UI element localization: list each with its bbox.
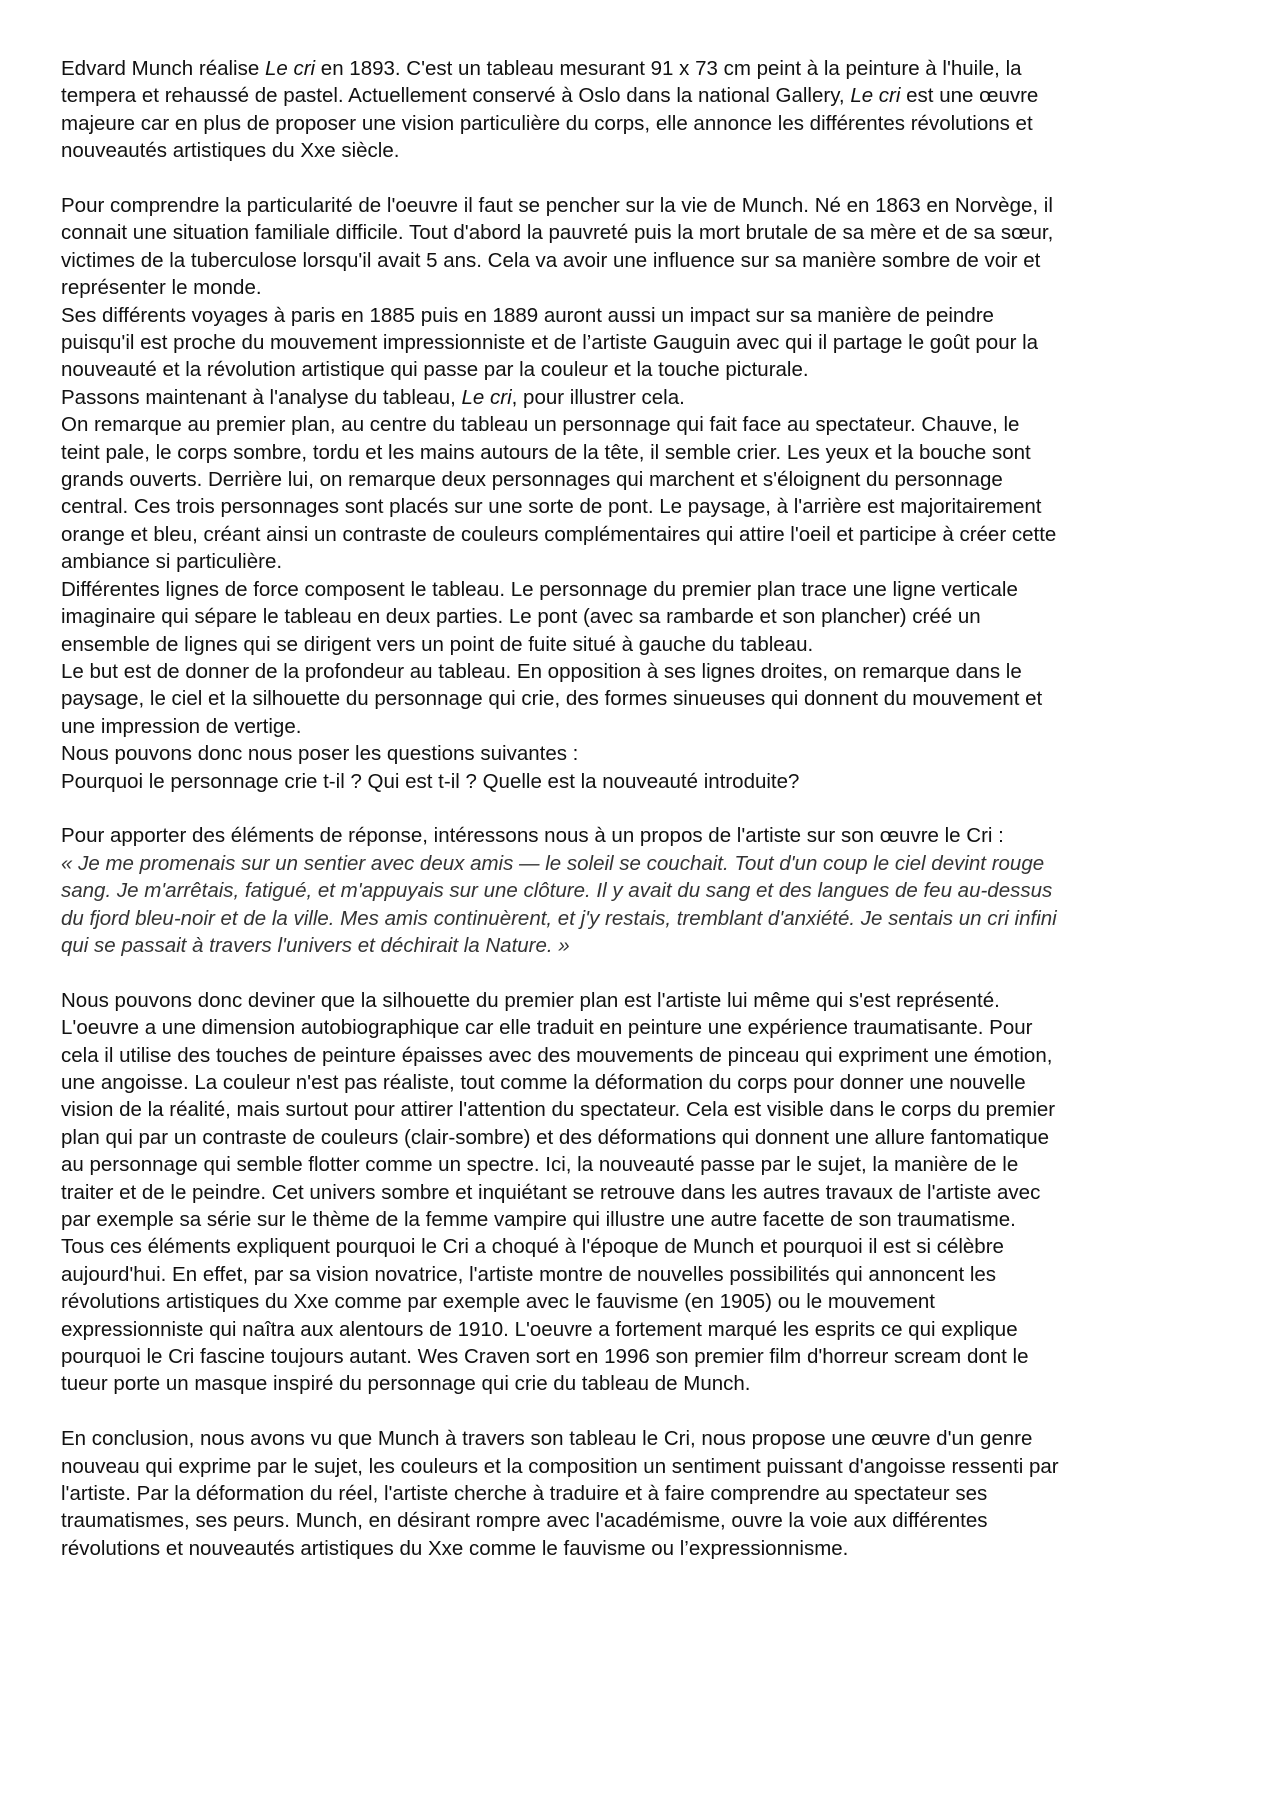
italic-title: Le cri xyxy=(264,57,316,80)
text-run: puisqu'il est proche du mouvement impressionniste et de l’artiste Gauguin avec qui il partage le goût pour la xyxy=(61,331,1039,355)
text-run: teint pale, le corps sombre, tordu et les mains autours de la tête, il semble crier. Les yeux et la bouche sont xyxy=(61,440,1031,464)
text-line xyxy=(61,932,1231,959)
text-line xyxy=(61,110,1231,137)
document-page xyxy=(61,55,1231,1590)
text-run: Pour comprendre la particularité de l'oeuvre il faut se pencher sur la vie de Munch. Né en 1863 en Norvège, il xyxy=(61,194,1053,218)
text-line xyxy=(61,439,1231,466)
text-run: ensemble de lignes qui se dirigent vers un point de fuite situé à gauche du tableau. xyxy=(61,632,814,656)
text-run: représenter le monde. xyxy=(61,276,262,300)
text-line xyxy=(61,713,1231,740)
text-run: plan qui par un contraste de couleurs (clair-sombre) et des déformations qui donnent une allure fantomatique xyxy=(61,1125,1049,1149)
text-run: l'artiste. Par la déformation du réel, l'artiste cherche à traduire et à faire comprendre au spectateur ses xyxy=(61,1482,988,1506)
text-run: pourquoi le Cri fascine toujours autant. Wes Craven sort en 1996 son premier film d'horreur scream dont le xyxy=(61,1345,1029,1369)
artist-quote xyxy=(61,850,1231,960)
text-line xyxy=(61,137,1231,164)
text-run: est une œuvre xyxy=(900,84,1039,108)
text-line xyxy=(61,247,1231,274)
text-line xyxy=(61,1069,1231,1096)
text-run: Nous pouvons donc deviner que la silhouette du premier plan est l'artiste lui même qui s'est représenté. xyxy=(61,988,1000,1012)
text-run: révolutions et nouveautés artistiques du Xxe comme le fauvisme ou l’expressionnisme. xyxy=(61,1536,849,1560)
text-line xyxy=(61,1261,1231,1288)
text-line xyxy=(61,685,1231,712)
text-line xyxy=(61,411,1231,438)
text-run: En conclusion, nous avons vu que Munch à travers son tableau le Cri, nous propose une œuvre d'un genre xyxy=(61,1427,1033,1451)
text-line xyxy=(61,822,1231,849)
text-line xyxy=(61,1370,1231,1397)
text-line xyxy=(61,521,1231,548)
text-line xyxy=(61,740,1231,767)
text-line xyxy=(61,82,1231,109)
text-run: Le but est de donner de la profondeur au tableau. En opposition à ses lignes droites, on remarque dans le xyxy=(61,659,1022,683)
text-line xyxy=(61,302,1231,329)
text-line xyxy=(61,1316,1231,1343)
text-line xyxy=(61,576,1231,603)
text-run: une impression de vertige. xyxy=(61,714,302,738)
text-run: tueur porte un masque inspiré du personnage qui crie du tableau de Munch. xyxy=(61,1372,751,1396)
text-line xyxy=(61,1288,1231,1315)
quote-section xyxy=(61,822,1231,959)
text-run: aujourd'hui. En effet, par sa vision novatrice, l'artiste montre de nouvelles possibilités qui annoncent les xyxy=(61,1262,997,1286)
text-line xyxy=(61,1179,1231,1206)
italic-title: Le cri xyxy=(461,385,512,409)
text-line xyxy=(61,1206,1231,1233)
text-line xyxy=(61,877,1231,904)
text-line xyxy=(61,905,1231,932)
text-run: Pourquoi le personnage crie t-il ? Qui est t-il ? Quelle est la nouveauté introduite? xyxy=(61,769,800,793)
text-run: Ses différents voyages à paris en 1885 puis en 1889 auront aussi un impact sur sa manière de peindre xyxy=(61,303,994,327)
text-run: Différentes lignes de force composent le tableau. Le personnage du premier plan trace une ligne verticale xyxy=(61,577,1018,601)
text-run: vision de la réalité, mais surtout pour attirer l'attention du spectateur. Cela est visible dans le corps du premier xyxy=(61,1098,1056,1122)
text-run: grands ouverts. Derrière lui, on remarque deux personnages qui marchent et s'éloignent du personnage xyxy=(61,468,1003,492)
text-run: traiter et de le peindre. Cet univers sombre et inquiétant se retrouve dans les autres travaux de l'artiste avec xyxy=(61,1180,1041,1204)
context-paragraph xyxy=(61,192,1231,795)
text-run: On remarque au premier plan, au centre du tableau un personnage qui fait face au spectateur. Chauve, le xyxy=(61,413,1020,437)
text-run: expressionniste qui naîtra aux alentours de 1910. L'oeuvre a fortement marqué les esprits ce qui explique xyxy=(61,1317,1018,1341)
text-line xyxy=(61,1151,1231,1178)
text-line xyxy=(61,987,1231,1014)
text-line xyxy=(61,603,1231,630)
text-run: paysage, le ciel et la silhouette du personnage qui crie, des formes sinueuses qui donnent du mouvement et xyxy=(61,687,1043,711)
text-line xyxy=(61,1507,1231,1534)
text-run: central. Ces trois personnages sont placés sur une sorte de pont. Le paysage, à l'arrière est majoritairement xyxy=(61,495,1042,519)
analysis-paragraph xyxy=(61,987,1231,1398)
text-line xyxy=(61,1535,1231,1562)
text-line xyxy=(61,1425,1231,1452)
quote-intro xyxy=(61,822,1231,849)
text-line xyxy=(61,192,1231,219)
text-run: orange et bleu, créant ainsi un contraste de couleurs complémentaires qui attire l'oeil et participe à créer cette xyxy=(61,522,1057,546)
text-run: Passons maintenant à l'analyse du tableau, xyxy=(61,385,462,409)
text-run: du fjord bleu-noir et de la ville. Mes amis continuèrent, et j'y restais, tremblant d'anxiété. Je sentais un cri infini xyxy=(61,906,1057,930)
text-run: Nous pouvons donc nous poser les questions suivantes : xyxy=(61,742,579,766)
text-line xyxy=(61,850,1231,877)
text-line xyxy=(61,493,1231,520)
conclusion-paragraph xyxy=(61,1425,1231,1562)
text-line xyxy=(61,1453,1231,1480)
text-line xyxy=(61,768,1231,795)
text-run: « Je me promenais sur un sentier avec deux amis — le soleil se couchait. Tout d'un coup le ciel devint rouge xyxy=(61,851,1045,875)
text-line xyxy=(61,356,1231,383)
text-line xyxy=(61,631,1231,658)
text-line xyxy=(61,1014,1231,1041)
text-run: imaginaire qui sépare le tableau en deux parties. Le pont (avec sa rambarde et son plancher) créé un xyxy=(61,605,981,629)
text-run: cela il utilise des touches de peinture épaisses avec des mouvements de pinceau qui expriment une émotion, xyxy=(61,1043,1053,1067)
text-line xyxy=(61,466,1231,493)
text-line xyxy=(61,384,1231,411)
italic-title: Le cri xyxy=(850,84,901,108)
text-line xyxy=(61,329,1231,356)
text-line xyxy=(61,548,1231,575)
text-run: majeure car en plus de proposer une vision particulière du corps, elle annonce les différentes révolutions et xyxy=(61,111,1033,135)
text-run: L'oeuvre a une dimension autobiographique car elle traduit en peinture une expérience traumatisante. Pour xyxy=(61,1016,1033,1040)
text-line xyxy=(61,55,1231,82)
text-run: par exemple sa série sur le thème de la femme vampire qui illustre une autre facette de son traumatisme. xyxy=(61,1208,1016,1232)
text-run: nouveau qui exprime par le sujet, les couleurs et la composition un sentiment puissant d'angoisse ressenti par xyxy=(61,1454,1059,1478)
text-line xyxy=(61,1042,1231,1069)
text-run: une angoisse. La couleur n'est pas réaliste, tout comme la déformation du corps pour donner une nouvelle xyxy=(61,1070,1026,1094)
text-line xyxy=(61,1480,1231,1507)
text-run: , pour illustrer cela. xyxy=(511,385,685,409)
text-run: Edvard Munch réalise xyxy=(61,57,265,80)
text-line xyxy=(61,274,1231,301)
text-run: tempera et rehaussé de pastel. Actuellement conservé à Oslo dans la national Gallery, xyxy=(61,84,851,108)
text-run: au personnage qui semble flotter comme un spectre. Ici, la nouveauté passe par le sujet, la manière de le xyxy=(61,1153,1019,1177)
text-run: révolutions artistiques du Xxe comme par exemple avec le fauvisme (en 1905) ou le mouvement xyxy=(61,1290,935,1314)
text-run: Pour apporter des éléments de réponse, intéressons nous à un propos de l'artiste sur son œuvre le Cri : xyxy=(61,824,1004,848)
text-run: Tous ces éléments expliquent pourquoi le Cri a choqué à l'époque de Munch et pourquoi il est si célèbre xyxy=(61,1235,1004,1259)
intro-paragraph xyxy=(61,55,1231,165)
text-run: ambiance si particulière. xyxy=(61,550,283,574)
text-run: en 1893. C'est un tableau mesurant 91 x 73 cm peint à la peinture à l'huile, la xyxy=(315,57,1022,80)
text-run: victimes de la tuberculose lorsqu'il avait 5 ans. Cela va avoir une influence sur sa manière sombre de voir et xyxy=(61,248,1041,272)
text-line xyxy=(61,219,1231,246)
text-run: sang. Je m'arrêtais, fatigué, et m'appuyais sur une clôture. Il y avait du sang et des langues de feu au-dessus xyxy=(61,879,1053,903)
text-line xyxy=(61,1096,1231,1123)
text-run: nouveauté et la révolution artistique qui passe par la couleur et la touche picturale. xyxy=(61,358,809,382)
text-run: qui se passait à travers l'univers et déchirait la Nature. » xyxy=(61,933,570,957)
text-line xyxy=(61,1343,1231,1370)
text-run: connait une situation familiale difficile. Tout d'abord la pauvreté puis la mort brutale de sa mère et de sa sœur, xyxy=(61,221,1054,245)
text-line xyxy=(61,658,1231,685)
text-line xyxy=(61,1233,1231,1260)
text-line xyxy=(61,1124,1231,1151)
text-run: nouveautés artistiques du Xxe siècle. xyxy=(61,139,400,163)
text-run: traumatismes, ses peurs. Munch, en désirant rompre avec l'académisme, ouvre la voie aux différentes xyxy=(61,1509,988,1533)
